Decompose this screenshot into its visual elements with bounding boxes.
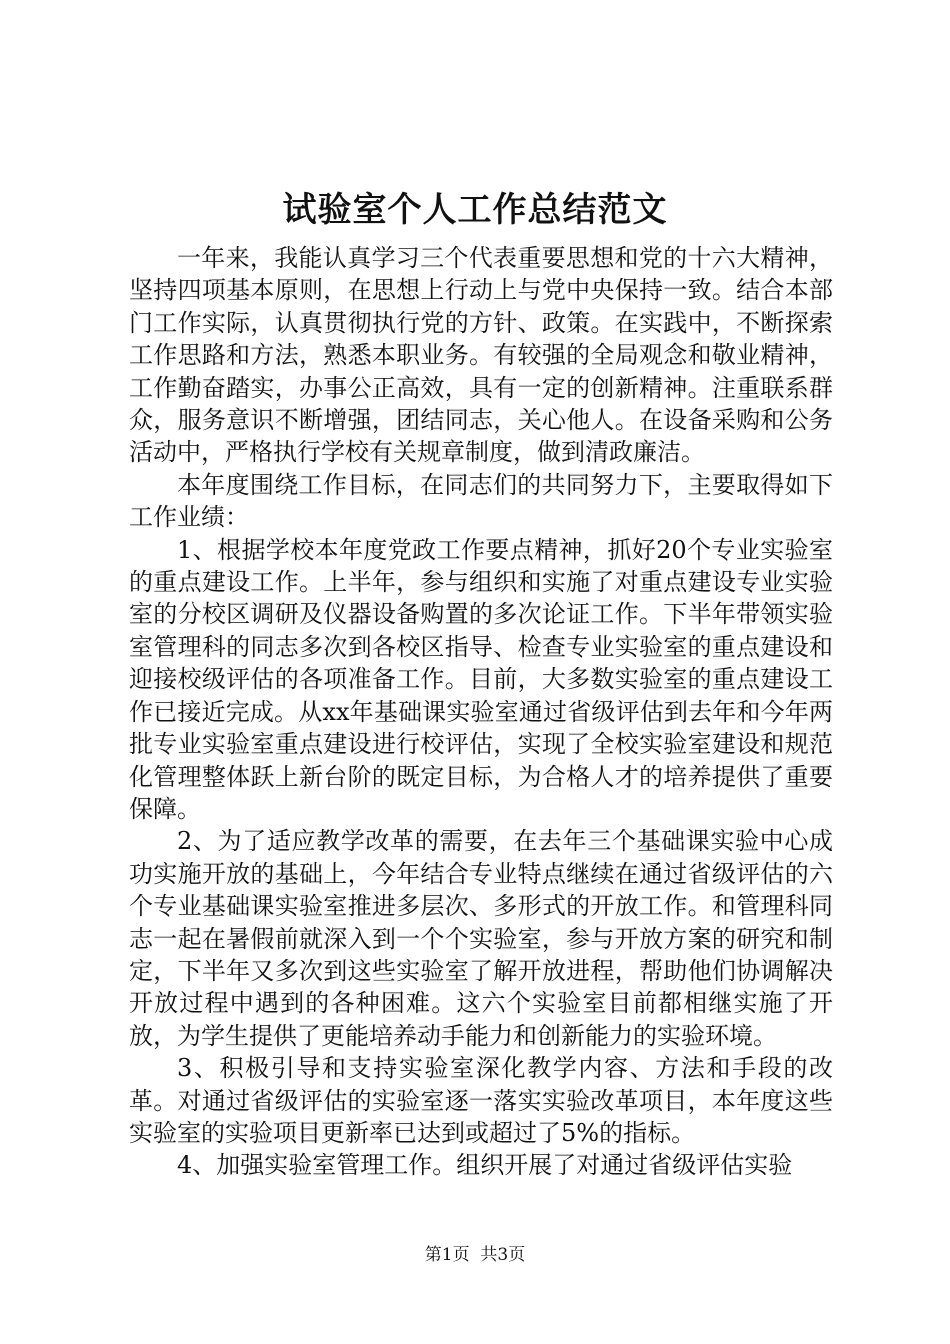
page-title: 试验室个人工作总结范文 xyxy=(282,190,668,230)
page-number: 第1页 xyxy=(424,1245,470,1265)
document-body xyxy=(129,242,833,1182)
paragraph-summary: 本年度围绕工作目标，在同志们的共同努力下，主要取得如下工作业绩： xyxy=(129,470,833,532)
page-total: 共3页 xyxy=(480,1245,526,1265)
paragraph-item-1: 1、根据学校本年度党政工作要点精神，抓好20个专业实验室的重点建设工作。上半年，参与组织和实施了对重点建设专业实验室的分校区调研及仪器设备购置的多次论证工作。下半年带领实验室管理科的同志多次到各校区指导、检查专业实验室的重点建设和迎接校级评估的各项准备工作。目前，大多数实验室的重点建设工作已接近完成。从xx年基础课实验室通过省级评估到去年和今年两批专业实验室重点建设进行校评估，实现了全校实验室建设和规范化管理整体跃上新台阶的既定目标，为合格人才的培养提供了重要保障。 xyxy=(129,535,833,823)
paragraph-intro: 一年来，我能认真学习三个代表重要思想和党的十六大精神，坚持四项基本原则，在思想上行动上与党中央保持一致。结合本部门工作实际，认真贯彻执行党的方针、政策。在实践中，不断探索工作思路和方法，熟悉本职业务。有较强的全局观念和敬业精神，工作勤奋踏实，办事公正高效，具有一定的创新精神。注重联系群众，服务意识不断增强，团结同志，关心他人。在设备采购和公务活动中，严格执行学校有关规章制度，做到清政廉洁。 xyxy=(129,244,833,467)
paragraph-item-2: 2、为了适应教学改革的需要，在去年三个基础课实验中心成功实施开放的基础上，今年结合专业特点继续在通过省级评估的六个专业基础课实验室推进多层次、多形式的开放工作。和管理科同志一起在暑假前就深入到一个个实验室，参与开放方案的研究和制定，下半年又多次到这些实验室了解开放进程，帮助他们协调解决开放过程中遇到的各种困难。这六个实验室目前都相继实施了开放，为学生提供了更能培养动手能力和创新能力的实验环境。 xyxy=(129,827,833,1050)
paragraph-item-4: 4、加强实验室管理工作。组织开展了对通过省级评估实验 xyxy=(177,1151,793,1180)
paragraph-item-3: 3、积极引导和支持实验室深化教学内容、方法和手段的改革。对通过省级评估的实验室逐一落实实验改革项目，本年度这些实验室的实验项目更新率已达到或超过了5%的指标。 xyxy=(129,1054,833,1147)
page-footer xyxy=(0,1243,950,1267)
